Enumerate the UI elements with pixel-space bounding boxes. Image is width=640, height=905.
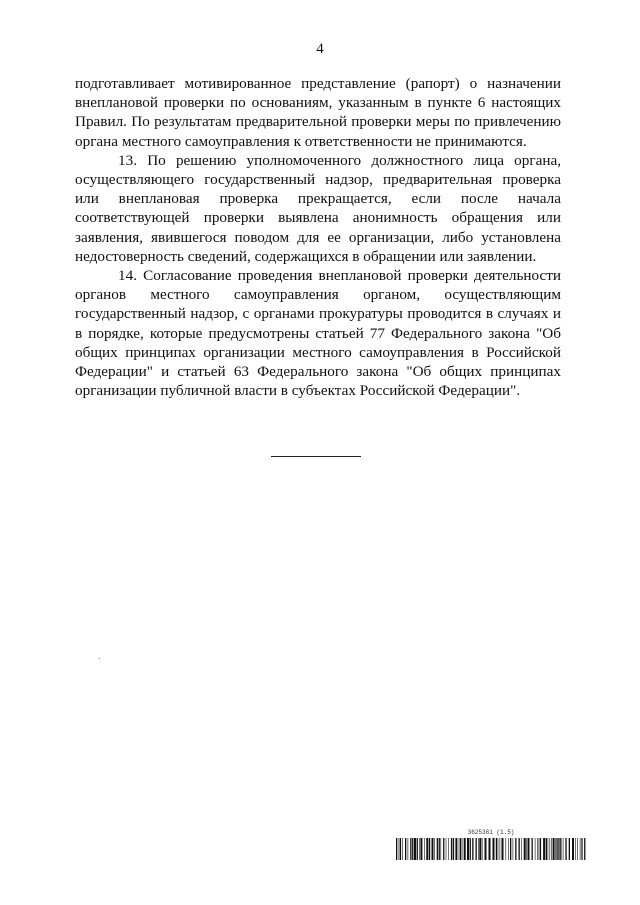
end-separator-line — [271, 456, 361, 457]
scan-speck — [99, 658, 100, 659]
paragraph-item-14: 14. Согласование проведения внеплановой проверки деятельности органов местного самоуправления органом, осуществляющим государственный надзор, с органами прокуратуры проводится в случаях и в порядке, которые предусмотрены статьей 77 Федерального закона "Об общих принципах организации местного самоуправления в Российской Федерации" и статьей 63 Федерального закона "Об общих принципах организации публичной власти в субъектах Российской Федерации". — [75, 267, 561, 400]
barcode-code-text: 3625361 (1.5) — [467, 829, 515, 836]
document-body — [75, 74, 561, 400]
paragraph-item-13: 13. По решению уполномоченного должностного лица органа, осуществляющего государственный надзор, предварительная проверка или внеплановая проверка прекращается, если после начала соответствующей проверки выявлена анонимность обращения или заявления, явившегося поводом для ее организации, либо установлена недостоверность сведений, содержащихся в обращении или заявлении. — [75, 151, 561, 265]
page-number: 4 — [316, 41, 324, 57]
barcode-icon — [396, 838, 586, 860]
paragraph-continuation: подготавливает мотивированное представление (рапорт) о назначении внеплановой проверки по основаниям, указанным в пункте 6 настоящих Правил. По результатам предварительной проверки меры по привлечению органа местного самоуправления к ответственности не принимаются. — [75, 75, 561, 150]
